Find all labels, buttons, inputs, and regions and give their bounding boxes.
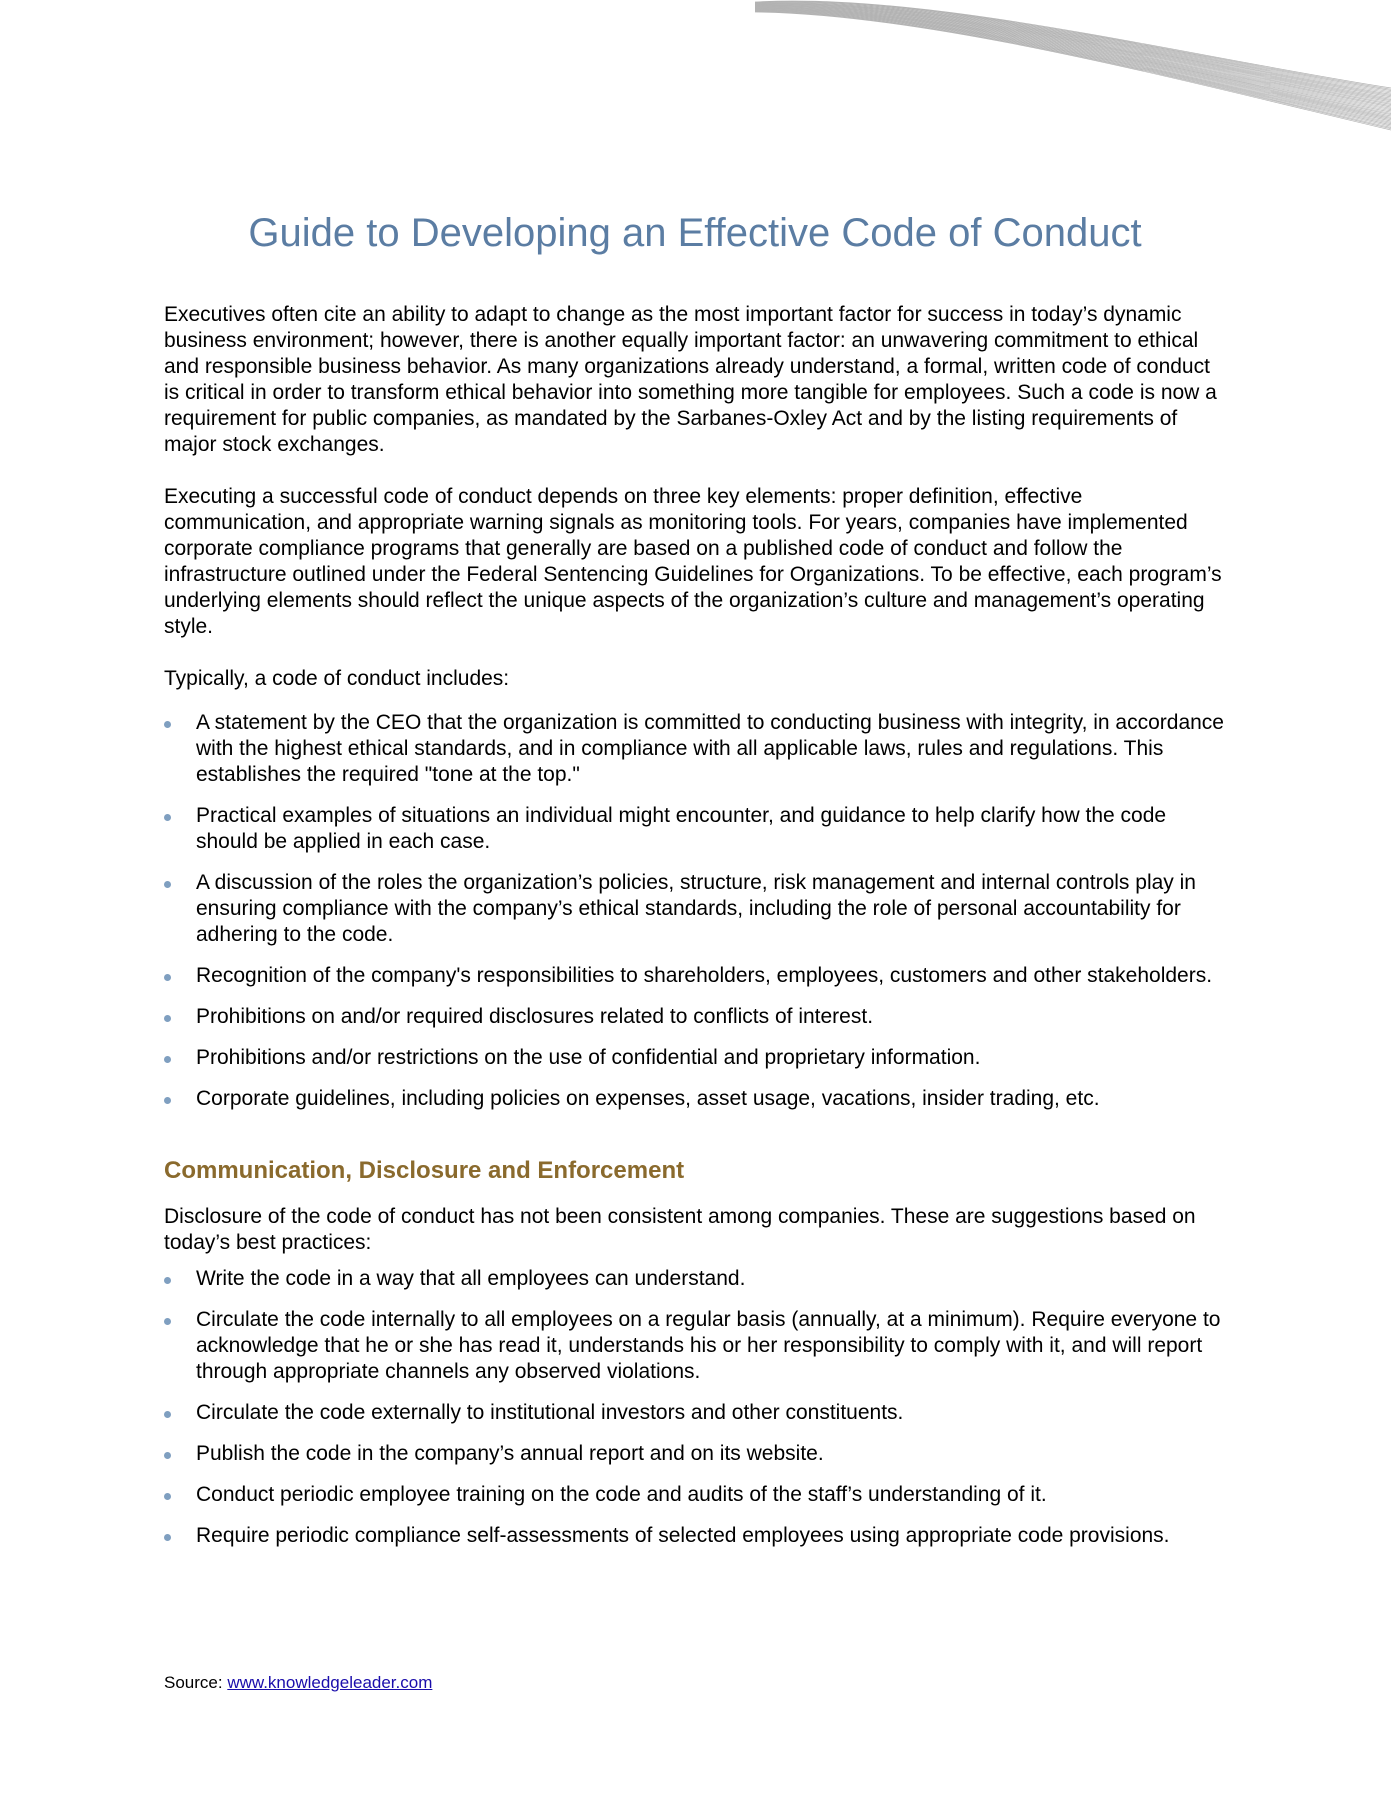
list-item-text: Corporate guidelines, including policies on expenses, asset usage, vacations, insider trading, etc. bbox=[196, 1087, 1100, 1110]
list-item bbox=[164, 1086, 1226, 1112]
list-item bbox=[164, 1266, 1226, 1292]
best-practices-list bbox=[164, 1266, 1226, 1549]
swoosh-line bbox=[755, 10, 1391, 121]
list-item bbox=[164, 1045, 1226, 1071]
bullet-icon bbox=[164, 1411, 171, 1418]
swoosh-line bbox=[755, 11, 1391, 125]
swoosh-line bbox=[755, 11, 1391, 124]
list-item bbox=[164, 870, 1226, 948]
bullet-icon bbox=[164, 1493, 171, 1500]
list-item-text: Recognition of the company's responsibilities to shareholders, employees, customers and other stakeholders. bbox=[196, 964, 1213, 987]
list-item-text: Publish the code in the company’s annual report and on its website. bbox=[196, 1442, 824, 1465]
list-item-text: Prohibitions on and/or required disclosures related to conflicts of interest. bbox=[196, 1005, 874, 1028]
list-item bbox=[164, 803, 1226, 855]
list-item-text: Conduct periodic employee training on the code and audits of the staff’s understanding of it. bbox=[196, 1483, 1047, 1506]
bullet-icon bbox=[164, 721, 171, 728]
list-item bbox=[164, 1004, 1226, 1030]
section-heading: Communication, Disclosure and Enforcement bbox=[164, 1157, 685, 1184]
list-item-text: Write the code in a way that all employees can understand. bbox=[196, 1267, 746, 1290]
swoosh-line bbox=[755, 10, 1391, 122]
list-item-text: Circulate the code externally to institutional investors and other constituents. bbox=[196, 1401, 904, 1424]
intro-paragraph-2: Executing a successful code of conduct depends on three key elements: proper definition, effective communication, and appropriate warning signals as monitoring tools. For years, companies have implemented corporate compliance programs that generally are based on a published code of conduct and follow the infrastructure outlined under the Federal Sentencing Guidelines for Organizations. To be effective, each program’s underlying elements should reflect the unique aspects of the organization’s culture and management’s operating style. bbox=[164, 485, 1222, 638]
list-item bbox=[164, 963, 1226, 989]
list-item bbox=[164, 1400, 1226, 1426]
bullet-icon bbox=[164, 814, 171, 821]
list-item-text: Circulate the code internally to all employees on a regular basis (annually, at a minimum). Require everyone to acknowledge that he or she has read it, understands his or her responsibility to comply with it, and will report through appropriate channels any observed violations. bbox=[196, 1308, 1221, 1383]
bullet-icon bbox=[164, 1534, 171, 1541]
swoosh-line bbox=[755, 9, 1391, 118]
list-item bbox=[164, 1441, 1226, 1467]
list-item-text: Practical examples of situations an individual might encounter, and guidance to help clarify how the code should be applied in each case. bbox=[196, 804, 1167, 853]
decorative-swoosh-graphic bbox=[0, 0, 1391, 170]
list-item bbox=[164, 1307, 1226, 1385]
list-item-text: Require periodic compliance self-assessments of selected employees using appropriate code provisions. bbox=[196, 1524, 1170, 1547]
swoosh-line bbox=[755, 11, 1391, 126]
code-includes-list bbox=[164, 710, 1226, 1112]
bullet-icon bbox=[164, 1056, 171, 1063]
swoosh-line bbox=[755, 12, 1391, 129]
list-item bbox=[164, 710, 1226, 788]
intro-paragraph-3: Typically, a code of conduct includes: bbox=[164, 667, 510, 690]
list-item-text: A discussion of the roles the organization’s policies, structure, risk management and internal controls play in ensuring compliance with the company’s ethical standards, including the role of personal accountability for adhering to the code. bbox=[196, 871, 1196, 946]
list-item-text: A statement by the CEO that the organization is committed to conducting business with integrity, in accordance with the highest ethical standards, and in compliance with all applicable laws, rules and regulations. This establishes the required "tone at the top." bbox=[196, 711, 1224, 786]
page-title: Guide to Developing an Effective Code of Conduct bbox=[248, 211, 1142, 255]
intro-paragraph-1: Executives often cite an ability to adapt to change as the most important factor for success in today’s dynamic business environment; however, there is another equally important factor: an unwavering commitment to ethical and responsible business behavior. As many organizations already understand, a formal, written code of conduct is critical in order to transform ethical behavior into something more tangible for employees. Such a code is now a requirement for public companies, as mandated by the Sarbanes-Oxley Act and by the listing requirements of major stock exchanges. bbox=[164, 303, 1217, 456]
source-link[interactable]: www.knowledgeleader.com bbox=[227, 1673, 433, 1692]
bullet-icon bbox=[164, 1097, 171, 1104]
list-item-text: Prohibitions and/or restrictions on the use of confidential and proprietary information. bbox=[196, 1046, 981, 1069]
bullet-icon bbox=[164, 1277, 171, 1284]
bullet-icon bbox=[164, 881, 171, 888]
bullet-icon bbox=[164, 1452, 171, 1459]
swoosh-line bbox=[755, 12, 1391, 130]
bullet-icon bbox=[164, 1015, 171, 1022]
swoosh-line bbox=[755, 10, 1391, 120]
list-item bbox=[164, 1482, 1226, 1508]
section-intro-paragraph: Disclosure of the code of conduct has not been consistent among companies. These are suggestions based on today’s best practices: bbox=[164, 1205, 1196, 1254]
source-line bbox=[164, 1672, 432, 1694]
swoosh-line bbox=[755, 11, 1391, 127]
source-label: Source: bbox=[164, 1673, 228, 1692]
list-item bbox=[164, 1523, 1226, 1549]
document-body bbox=[164, 302, 1226, 1549]
bullet-icon bbox=[164, 1318, 171, 1325]
bullet-icon bbox=[164, 974, 171, 981]
